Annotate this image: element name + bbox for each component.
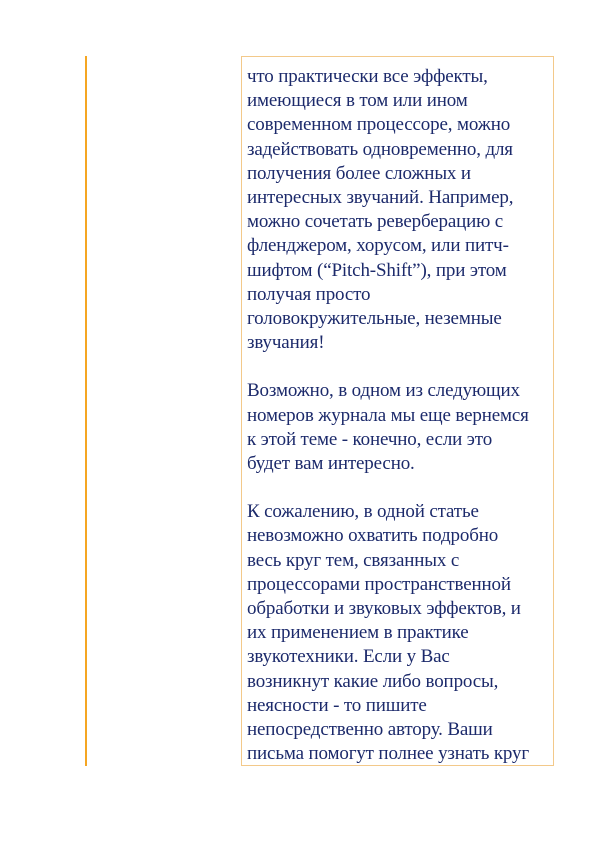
article-paragraph-3: К сожалению, в одной статье невозможно охватить подробно весь круг тем, связанных с процессорами пространственной обработки и звуковых эффектов, и их применением в практике звукотехники. Если у Вас возникнут какие либо вопросы, неясности - то пишите непосредственно автору. Ваши письма помогут полнее узнать круг <box>247 501 530 765</box>
margin-rule <box>85 56 87 766</box>
article-text-frame <box>241 56 554 766</box>
article-paragraph-2: Возможно, в одном из следующих номеров журнала мы еще вернемся к этой теме - конечно, если это будет вам интересно. <box>247 380 529 475</box>
article-paragraph-1: что практически все эффекты, имеющиеся в том или ином современном процессоре, можно задействовать одновременно, для получения более сложных и интересных звучаний. Например, можно сочетать реверберацию с фленджером, хорусом, или питч- шифтом (“Pitch-Shift”), при этом получая просто головокружительные, неземные звучания! <box>247 66 514 354</box>
